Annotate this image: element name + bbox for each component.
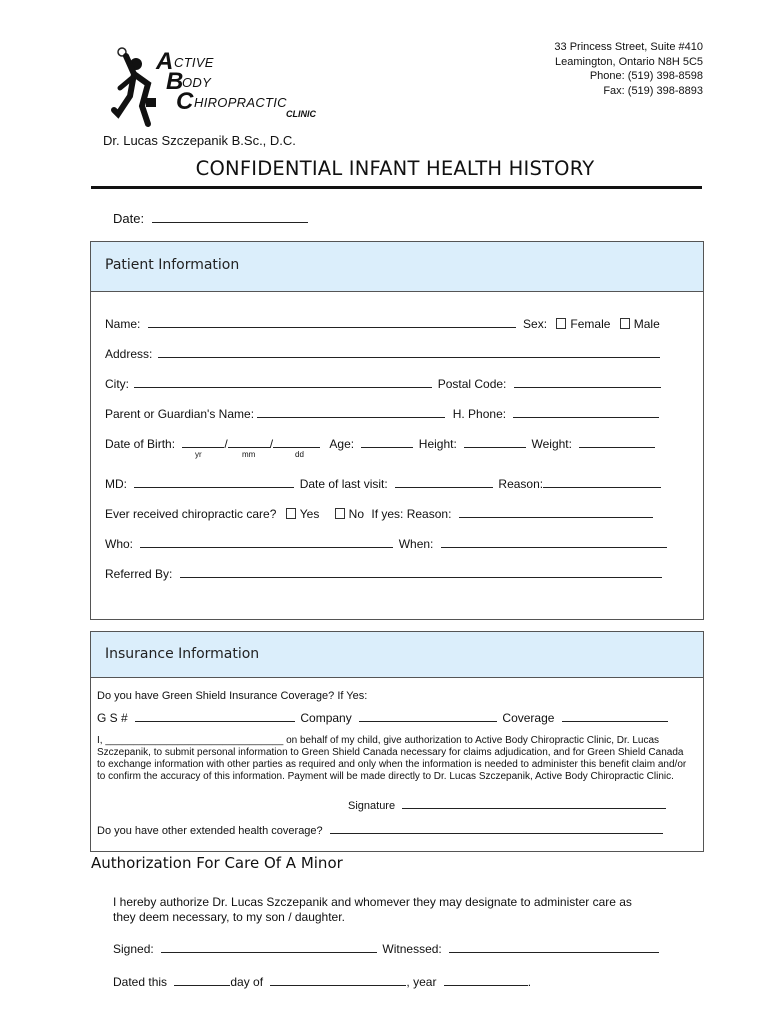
authorization-line: to exchange information with other parties as required and only when the information is needed to administer this benefit claim and/or [97, 759, 687, 770]
dob-separator: / [224, 437, 228, 451]
authorization-line: I, ________________________________ on behalf of my child, give authorization to Active Body Chiropractic Clinic, Dr. Lucas [97, 735, 660, 746]
who-field[interactable] [140, 535, 393, 548]
signed-label: Signed: [113, 942, 154, 956]
postal-code-field[interactable] [514, 375, 661, 388]
chiro-yes-label: Yes [299, 507, 320, 521]
dob-month-field[interactable] [228, 435, 270, 448]
name-label: Name: [105, 317, 141, 331]
reason-label: Reason: [498, 477, 544, 491]
city-label: City: [105, 377, 129, 391]
gs-number-field[interactable] [135, 709, 295, 722]
address-street: 33 Princess Street, Suite #410 [554, 41, 703, 53]
authorization-line: Szczepanik, to submit personal information to Green Shield Canada necessary for claims adjudication, and for Green Shield Canada [97, 747, 684, 758]
chiro-yes-checkbox[interactable] [286, 508, 296, 519]
insurance-information-header: Insurance Information [91, 632, 703, 678]
weight-label: Weight: [531, 437, 572, 451]
referred-by-label: Referred By: [105, 567, 173, 581]
dob-day-hint: dd [295, 450, 304, 459]
doctor-name: Dr. Lucas Szczepanik B.Sc., D.C. [103, 133, 296, 148]
address-city: Leamington, Ontario N8H 5C5 [555, 55, 703, 68]
home-phone-label: H. Phone: [452, 407, 507, 421]
dated-day-field[interactable] [174, 973, 230, 986]
logo-letter-a: A [156, 48, 174, 75]
company-label: Company [300, 711, 352, 725]
green-shield-authorization-text [97, 735, 686, 783]
logo-letter-b: B [166, 68, 184, 95]
chiro-care-row [105, 505, 653, 521]
dob-month-hint: mm [242, 450, 256, 459]
minor-authorization-text-1: I hereby authorize Dr. Lucas Szczepanik and whomever they may designate to administer care as [113, 895, 632, 909]
signed-field[interactable] [161, 940, 377, 953]
dated-label: Dated this [113, 975, 168, 989]
chiro-no-label: No [348, 507, 365, 521]
name-row [105, 315, 660, 331]
height-field[interactable] [464, 435, 526, 448]
reason-field[interactable] [543, 475, 661, 488]
who-row [105, 535, 667, 551]
address-label: Address: [105, 347, 153, 361]
company-field[interactable] [359, 709, 497, 722]
md-row [105, 475, 661, 491]
dob-year-field[interactable] [182, 435, 224, 448]
address-field[interactable] [158, 345, 660, 358]
signature-label: Signature [348, 800, 396, 812]
referred-by-field[interactable] [180, 565, 662, 578]
dob-separator: / [269, 437, 274, 451]
figure-icon [108, 44, 158, 132]
title-rule [91, 186, 702, 189]
city-row [105, 375, 661, 391]
other-coverage-row [97, 822, 663, 837]
who-label: Who: [105, 537, 134, 551]
signature-field[interactable] [402, 797, 666, 809]
height-label: Height: [418, 437, 457, 451]
weight-field[interactable] [579, 435, 655, 448]
logo-word-body: ODY [182, 75, 212, 90]
logo-letter-c: C [176, 88, 194, 115]
age-field[interactable] [361, 435, 413, 448]
name-field[interactable] [148, 315, 516, 328]
male-label: Male [633, 317, 660, 331]
dob-year-hint: yr [195, 450, 202, 459]
city-field[interactable] [134, 375, 432, 388]
day-of-label: day of [230, 975, 264, 989]
last-visit-field[interactable] [395, 475, 493, 488]
witnessed-label: Witnessed: [382, 942, 442, 956]
logo-word-chiropractic: HIROPRACTIC [194, 95, 287, 110]
dated-month-field[interactable] [270, 973, 406, 986]
md-label: MD: [105, 477, 127, 491]
home-phone-field[interactable] [513, 405, 659, 418]
clinic-logo [108, 44, 320, 132]
address-fax: Fax: (519) 398-8893 [603, 84, 703, 97]
when-label: When: [398, 537, 434, 551]
date-field[interactable] [152, 210, 308, 223]
gs-number-label: G S # [97, 711, 128, 725]
minor-authorization-heading: Authorization For Care Of A Minor [91, 854, 343, 872]
gs-row [97, 709, 668, 725]
dob-day-field[interactable] [273, 435, 320, 448]
dated-row [113, 973, 531, 989]
age-label: Age: [329, 437, 355, 451]
minor-authorization-text-2: they deem necessary, to my son / daughter. [113, 910, 345, 924]
if-yes-reason-label: If yes: Reason: [371, 507, 452, 521]
logo-word-active: CTIVE [174, 55, 214, 70]
signed-row [113, 940, 659, 956]
other-coverage-field[interactable] [330, 822, 663, 834]
logo-word-clinic: CLINIC [286, 109, 316, 119]
last-visit-label: Date of last visit: [299, 477, 388, 491]
sex-label: Sex: [523, 317, 548, 331]
female-label: Female [570, 317, 611, 331]
signature-row [348, 797, 666, 812]
date-label: Date: [113, 211, 145, 226]
guardian-label: Parent or Guardian's Name: [105, 407, 255, 421]
dated-year-field[interactable] [444, 973, 528, 986]
coverage-label: Coverage [502, 711, 555, 725]
guardian-field[interactable] [257, 405, 445, 418]
green-shield-question: Do you have Green Shield Insurance Coverage? If Yes: [97, 690, 368, 702]
dob-row [105, 435, 655, 451]
postal-code-label: Postal Code: [437, 377, 507, 391]
md-field[interactable] [134, 475, 294, 488]
address-row [105, 345, 660, 361]
male-checkbox[interactable] [620, 318, 630, 329]
dob-label: Date of Birth: [105, 437, 176, 451]
if-yes-reason-field[interactable] [459, 505, 653, 518]
female-checkbox[interactable] [556, 318, 566, 329]
other-coverage-label: Do you have other extended health coverage? [97, 825, 323, 837]
authorization-line: to confirm the accuracy of this information. Payment will be made directly to Dr. Lucas Szczepanik, Active Body Chiropractic Clinic. [97, 771, 674, 782]
guardian-row [105, 405, 659, 421]
clinic-address [554, 40, 703, 98]
chiro-care-question: Ever received chiropractic care? [105, 507, 277, 521]
page-title: CONFIDENTIAL INFANT HEALTH HISTORY [195, 157, 595, 180]
patient-information-header: Patient Information [91, 242, 703, 292]
referred-row [105, 565, 662, 581]
date-row [113, 210, 308, 226]
patient-information-section [90, 241, 704, 620]
coverage-field[interactable] [562, 709, 668, 722]
chiro-no-checkbox[interactable] [335, 508, 345, 519]
when-field[interactable] [441, 535, 667, 548]
period: . [527, 975, 532, 989]
year-label: , year [406, 975, 437, 989]
address-phone: Phone: (519) 398-8598 [589, 70, 703, 82]
witnessed-field[interactable] [449, 940, 659, 953]
